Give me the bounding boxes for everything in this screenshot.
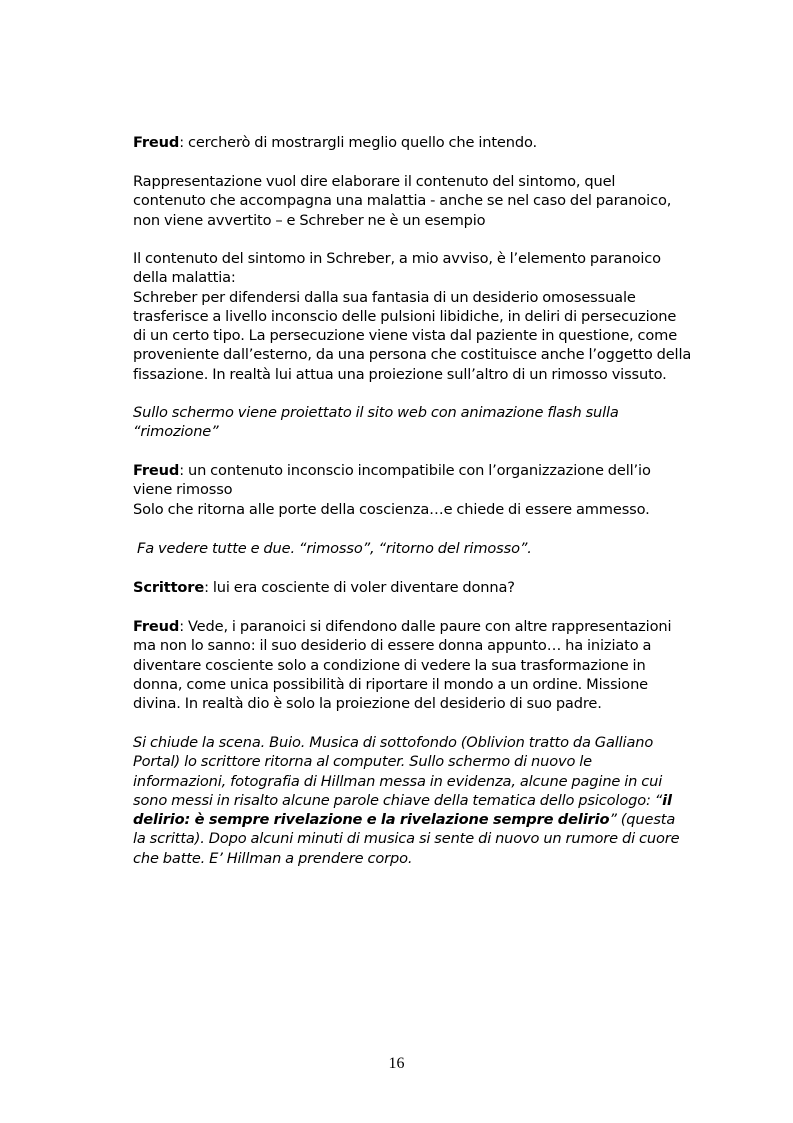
text-line: divina. In realtà dio è solo la proiezione del desiderio di suo padre. xyxy=(133,695,602,713)
paragraph-rappresentazione xyxy=(133,172,693,230)
text-line: informazioni, fotografia di Hillman messa in evidenza, alcune pagine in cui xyxy=(133,772,663,790)
text-line: diventare cosciente solo a condizione di vedere la sua trasformazione in xyxy=(133,656,646,674)
quote-bold: il xyxy=(662,791,672,809)
quote-bold: delirio: è sempre rivelazione e la rivelazione sempre delirio xyxy=(133,811,610,829)
text-line: donna, come unica possibilità di riportare il mondo a un ordine. Missione xyxy=(133,675,649,693)
text-line: Schreber per difendersi dalla sua fantasia di un desiderio omosessuale xyxy=(133,288,636,306)
text-line: di un certo tipo. La persecuzione viene vista dal paziente in questione, come xyxy=(133,327,678,345)
dialogue-freud-1 xyxy=(133,133,693,152)
dialogue-freud-2 xyxy=(133,461,693,519)
dialogue-text: : cercherò di mostrargli meglio quello che intendo. xyxy=(179,134,537,151)
text-line: “rimozione” xyxy=(133,423,219,441)
speaker-freud: Freud xyxy=(133,134,180,151)
text-line: Rappresentazione vuol dire elaborare il contenuto del sintomo, quel xyxy=(133,173,616,190)
text-line: che batte. E’ Hillman a prendere corpo. xyxy=(133,849,413,867)
speaker-freud: Freud xyxy=(133,618,180,635)
dialogue-scrittore xyxy=(133,578,693,597)
dialogue-text: : Vede, i paranoici si difendono dalle paure con altre rappresentazioni xyxy=(179,618,672,635)
text-line: Fa vedere tutte e due. “rimosso”, “ritorno del rimosso”. xyxy=(137,540,532,557)
text-line: Solo che ritorna alle porte della coscienza…e chiede di essere ammesso. xyxy=(133,500,650,518)
dialogue-freud-3 xyxy=(133,617,693,713)
stage-direction-rimozione xyxy=(133,403,693,442)
text-line: trasferisce a livello inconscio delle pulsioni libidiche, in deliri di persecuzione xyxy=(133,307,677,325)
text-line: viene rimosso xyxy=(133,481,233,499)
speaker-freud: Freud xyxy=(133,462,180,479)
stage-direction-hillman xyxy=(133,733,693,868)
page-number: 16 xyxy=(388,1055,405,1072)
text-line: non viene avvertito – e Schreber ne è un esempio xyxy=(133,211,486,229)
text-segment: sono messi in risalto alcune parole chiave della tematica dello psicologo: “ xyxy=(133,791,663,809)
stage-direction-rimosso xyxy=(137,539,697,558)
text-line: proveniente dall’esterno, da una persona che costituisce anche l’oggetto della xyxy=(133,346,692,364)
text-segment: ” (questa xyxy=(609,811,676,829)
text-line: della malattia: xyxy=(133,269,236,287)
text-line: ma non lo sanno: il suo desiderio di essere donna appunto… ha iniziato a xyxy=(133,637,652,655)
text-line: Il contenuto del sintomo in Schreber, a mio avviso, è l’elemento paranoico xyxy=(133,250,661,267)
text-line: contenuto che accompagna una malattia - anche se nel caso del paranoico, xyxy=(133,192,672,210)
dialogue-text: : un contenuto inconscio incompatibile con l’organizzazione dell’io xyxy=(179,462,651,479)
text-line: Si chiude la scena. Buio. Musica di sottofondo (Oblivion tratto da Galliano xyxy=(133,734,654,751)
text-line: Portal) lo scrittore ritorna al computer. Sullo schermo di nuovo le xyxy=(133,753,592,771)
dialogue-text: : lui era cosciente di voler diventare donna? xyxy=(204,579,515,596)
speaker-scrittore: Scrittore xyxy=(133,579,205,596)
text-line: la scritta). Dopo alcuni minuti di musica si sente di nuovo un rumore di cuore xyxy=(133,830,680,848)
text-line: fissazione. In realtà lui attua una proiezione sull’altro di un rimosso vissuto. xyxy=(133,365,667,383)
text-line: Sullo schermo viene proiettato il sito web con animazione flash sulla xyxy=(133,404,619,421)
paragraph-contenuto-sintomo xyxy=(133,249,693,384)
